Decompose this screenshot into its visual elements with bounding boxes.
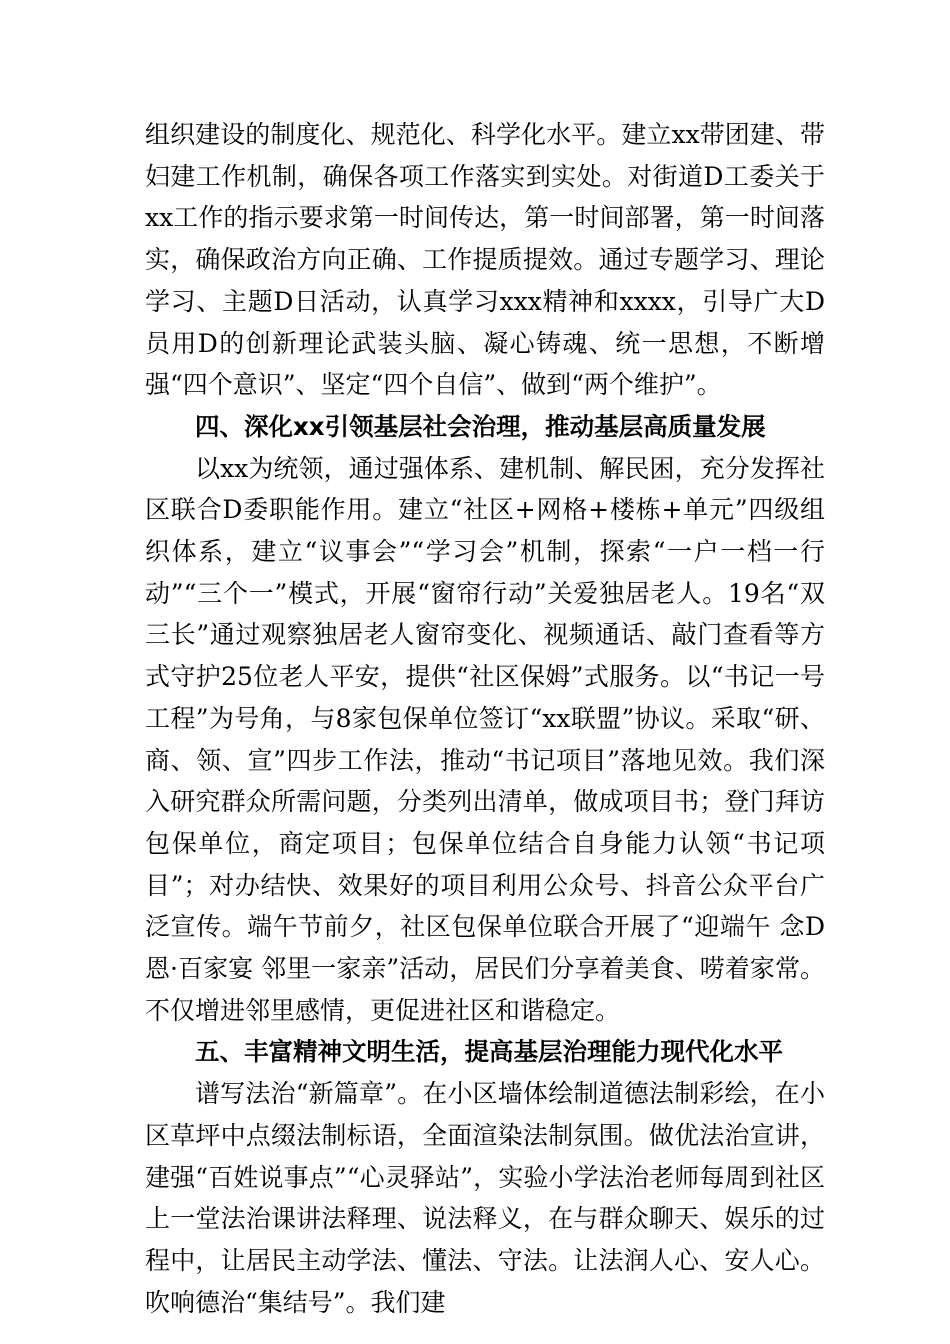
paragraph-section-4: 以xx为统领，通过强体系、建机制、解民困，充分发挥社区联合D委职能作用。建立“社区+网格+楼栋+单元”四级组织体系，建立“议事会”“学习会”机制，探索“一户一档一行动”“三个一”模式，开展“窗帘行动”关爱独居老人。19名“双三长”通过观察独居老人窗帘变化、视频通话、敲门查看等方式守护25位老人平安，提供“社区保姆”式服务。以“书记一号工程”为号角，与8家包保单位签订“xx联盟”协议。采取“研、商、领、宣”四步工作法，推动“书记项目”落地见效。我们深入研究群众所需问题，分类列出清单，做成项目书；登门拜访包保单位，商定项目；包保单位结合自身能力认领“书记项目”；对办结快、效果好的项目利用公众号、抖音公众平台广泛宣传。端午节前夕，社区包保单位联合开展了“迎端午 念D恩·百家宴 邻里一家亲”活动，居民们分享着美食、唠着家常。不仅增进邻里感情，更促进社区和谐稳定。 xyxy=(145,453,825,1025)
paragraph-section-5: 谱写法治“新篇章”。在小区墙体绘制道德法制彩绘，在小区草坪中点缀法制标语，全面渲染法制氛围。做优法治宣讲，建强“百姓说事点”“心灵驿站”，实验小学法治老师每周到社区上一堂法治课讲法释理、说法释义，在与群众聊天、娱乐的过程中，让居民主动学法、懂法、守法。让法润人心、安人心。吹响德治“集结号”。我们建 xyxy=(145,1079,825,1317)
document-body xyxy=(145,114,825,1323)
section-heading-4: 四、深化xx引领基层社会治理，推动基层高质量发展 xyxy=(195,411,766,441)
section-heading-5: 五、丰富精神文明生活，提高基层治理能力现代化水平 xyxy=(195,1037,783,1067)
paragraph-continued: 组织建设的制度化、规范化、科学化水平。建立xx带团建、带妇建工作机制，确保各项工作落实到实处。对街道D工委关于xx工作的指示要求第一时间传达，第一时间部署，第一时间落实，确保政治方向正确、工作提质提效。通过专题学习、理论学习、主题D日活动，认真学习xxx精神和xxxx，引导广大D员用D的创新理论武装头脑、凝心铸魂、统一思想，不断增强“四个意识”、坚定“四个自信”、做到“两个维护”。 xyxy=(145,120,825,400)
